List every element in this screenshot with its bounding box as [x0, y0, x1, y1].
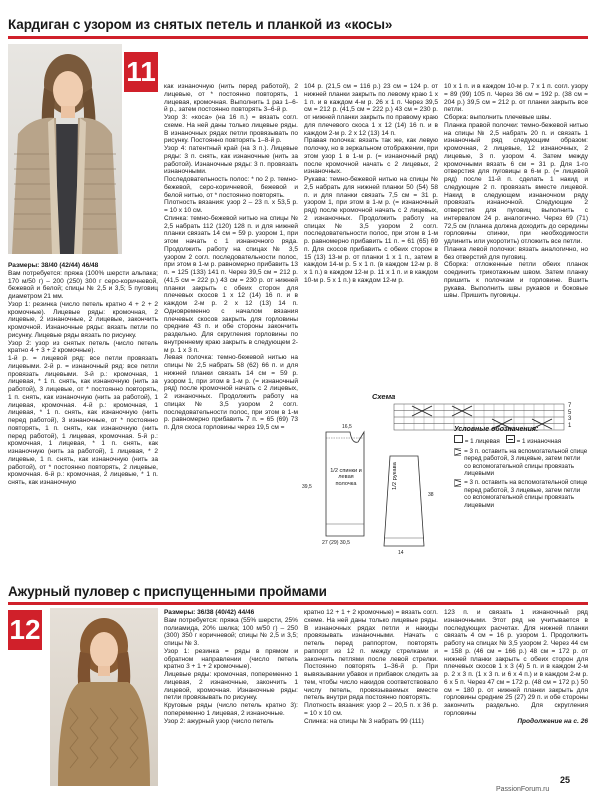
paragraph: Планка левой полочки: вязать аналогично, но без отверстий для пуговиц.: [444, 245, 588, 261]
paragraph: Узор 2: ажурный узор (число петель: [164, 717, 274, 725]
paragraph: Узор 2: узор из снятых петель (число петель кратно 4 + 3 + 2 кромочные).: [8, 339, 158, 355]
pattern-width-label: 27 (29) 30,5: [322, 540, 350, 546]
divider-bar: [8, 36, 588, 39]
legend-text: = 1 изнаночная: [516, 438, 562, 446]
back-piece-label: 1/2 спинки и левая полочка: [330, 468, 362, 487]
project-number-12: 12: [8, 610, 42, 650]
paragraph: Плотность вязания: узор 2 – 20,5 п. x 36 р. = 10 x 10 см.: [304, 702, 438, 717]
project-number-11: 11: [124, 52, 158, 92]
legend-row-cable-left: [454, 479, 588, 509]
project-12-column-2: [304, 609, 438, 725]
pattern-shapes: [300, 428, 450, 578]
paragraph: Узор 1: резинка = ряды в прямом и обратном направлении (число петель кратно 3 + 1 + 2 кромочные).: [164, 647, 298, 671]
cardigan-photo-illustration: [8, 44, 122, 254]
knit-symbol-icon: [454, 435, 463, 443]
pattern-dim: 14: [398, 550, 404, 556]
legend: [454, 426, 588, 509]
cable-left-symbol-icon: [454, 479, 461, 487]
row-number: 7: [568, 403, 572, 409]
project-12-title: Ажурный пуловер с приспущенными проймами: [8, 584, 327, 599]
legend-text: = 3 п. оставить на вспомогательной спице перед работой, 3 лицевые, затем петли со вспомогательной спицы провязать лицевыми: [464, 479, 588, 509]
pattern-dim: 39,5: [302, 484, 312, 490]
project-11-title: Кардиган с узором из снятых петель и планкой из «косы»: [8, 17, 393, 32]
pullover-photo-illustration: [50, 608, 158, 786]
paragraph: 10 х 1 п. и в каждом 10-м р. 7 х 1 п. согл. узору = 89 (99) 105 п. Через 36 см = 192 р. (38 см = 204 р.) 39,5 см = 212 р. от планки закрыть все петли.: [444, 83, 588, 114]
paragraph: Вам потребуется: пряжа (100% шерсти альпака; 170 м/50 г) – 200 (250) 300 г серо-коричневой, бежевой и белой; спицы № 2,5 и 3,5; 5 пуговиц диаметром 21 мм.: [8, 269, 158, 300]
paragraph: Вам потребуется: пряжа (55% шерсти, 25% полиамида, 20% шелка; 100 м/50 г) – 250 (300) 350 г коричневой; спицы № 2,5 и 3,5; спицы № 3.: [164, 616, 298, 647]
legend-title: Условные обозначения:: [454, 426, 539, 433]
legend-purl: [506, 435, 561, 445]
project-11-column-2: [164, 83, 298, 432]
model-photo: [8, 44, 122, 254]
paragraph: Левая полочка: темно-бежевой нитью на спицы № 2,5 набрать 58 (62) 66 п. и для нижней планки связать 14 см = 59 р. узором 1, при этом в 1-м р. (= изнаночный ряд) после кромочной начать с 2 лицевых, 2 изнаночных. Продолжить работу на спицах № 3,5 узором 2 согл. последовательности полос, при этом в 1-м р. равномерно прибавить 7 п. = 65 (69) 73 п. Для скоса горловины через 19,5 см =: [164, 354, 298, 431]
legend-row-stitches: [454, 435, 588, 445]
project-11-column-4: [444, 83, 588, 300]
legend-row-cable-right: [454, 448, 588, 478]
paragraph: Планка правой полочки: темно-бежевой нитью на спицы № 2,5 набрать 20 п. и связать 1 изнаночный ряд следующим образом: кромочная, 2 лицевые, 12 изнаночных, 2 лицевые, 3 п. узором 4. Затем между кромочными вязать 6 см = 31 р. Для 1-го отверстия для пуговицы в 6-м р. (= лицевой ряд) после 11-й п. сделать 1 накид и следующие 2 п. провязать вместе лицевой. Накид в следующем изнаночном ряду провязать изнаночной. Следующие 2 отверстия для пуговиц выполнить с интервалом 24 р. аналогично. Через 69 (71) 72,5 см (планка должна доходить до середины горловины спинки, при необходимости удлинить или укоротить) отложить все петли.: [444, 121, 588, 245]
paragraph: Сборка: отложенные петли обеих планок соединить трикотажным швом. Затем планку пришить к полочкам и горловине. Вшить рукава. Выполнить швы рукавов и боковые швы. Пришить пуговицы.: [444, 261, 588, 300]
paragraph: Спинка: на спицы № 3 набрать 99 (111): [304, 717, 424, 725]
cable-right-symbol-icon: [454, 448, 461, 456]
paragraph: Последовательность полос: * по 2 р. темно-бежевой, серо-коричневой, бежевой и белой нитью, от * постоянно повторять.: [164, 176, 298, 199]
legend-knit: [454, 435, 500, 445]
model-photo: [50, 608, 158, 786]
paragraph: Плотность вязания: узор 2 – 23 п. x 53,5 р. = 10 x 10 см.: [164, 199, 298, 214]
divider-bar: [8, 602, 588, 605]
paragraph: 104 р. (21,5 см = 116 р.) 23 см = 124 р. от нижней планки закрыть по левому краю 1 х 1 п. и в каждом 4-м р. 26 х 1 п. Через 39,5 см = 212 р. (41,5 см = 222 р.) 43 см = 230 р. от нижней планки закрыть по правому краю для плечевого скоса 1 х 12 (14) 16 п. и в каждом 2-м р. 2 х 12 (13) 14 п.: [304, 83, 438, 137]
paragraph: 1-й р. = лицевой ряд: все петли провязать лицевыми. 2-й р. = изнаночный ряд: все петли провязать лицевыми. 3-й р.: кромочная, 1 лицевая, * 1 п. снять, как изнаночную (нить за работой), 3 лицевые, от * постоянно повторять, 1 п. снять, как изнаночную (нить за работой), 1 лицевая, кромочная. 4-й р.: кромочная, 1 лицевая, * 1 п. снять, как изнаночную (нить перед работой), 3 изнаночные, от * постоянно повторять, 1 п. снять, как изнаночную (нить перед работой), 1 лицевая, кромочная. 5-й р.: кромочная, 1 лицевая, * 1 п. снять, как изнаночную (нить за работой), 1 лицевая, * 2 лицевые, 1 п. снять, как изнаночную (нить за работой), от * постоянно повторять, 2 лицевые, кромочная. 6-й р.: кромочная, 2 лицевые, * 1 п. снять, как изнаночную: [8, 355, 158, 486]
paragraph: Размеры: 36/38 (40/42) 44/46: [164, 609, 255, 616]
scheme-title: Схема: [372, 392, 396, 401]
paragraph: Размеры: 38/40 (42/44) 46/48: [8, 262, 99, 269]
row-number: 1: [568, 422, 572, 429]
page-number: 25: [560, 775, 571, 785]
continued-note: Продолжение на с. 26: [517, 717, 588, 725]
paragraph: Лицевые ряды: кромочная, попеременно 1 лицевая, 2 изнаночные, закончить 1 лицевой, кромочная. Изнаночные ряды: петли провязывать по рисунку.: [164, 671, 298, 702]
legend-text: = 1 лицевая: [464, 438, 500, 446]
row-number: 5: [568, 409, 572, 416]
project-12-column-3: [444, 609, 588, 725]
site-watermark: PassionForum.ru: [496, 786, 550, 793]
pattern-dim: 16,5: [342, 424, 352, 430]
paragraph: Рукава: темно-бежевой нитью на спицы № 2,5 набрать для нижней планки 50 (54) 58 п. и для планки связать 7,5 см = 31 р. узором 1, при этом в 1-м р. (= изнаночный ряд) после кромочной начать с 2 лицевых, 2 изнаночных. Продолжить работу на спицах № 3,5 узором 2 согл. последовательности полос, при этом в 1-м р. равномерно прибавить 11 п. = 61 (65) 69 п. Для скосов прибавить с обеих сторон в 15 (13) 13-м р. от планки 1 х 1 п., затем в каждом 14-м р. 5 х 1 п. (в каждом 12-м р. 8 х 1 п.) в каждом 12-м р. 11 х 1 п. и в каждом 10-м р. 5 х 1 п.) в каждом 12-м р.: [304, 176, 438, 284]
project-11-column-3: [304, 83, 438, 285]
paragraph: Спинка: темно-бежевой нитью на спицы № 2,5 набрать 112 (120) 128 п. и для нижней планки связать 14 см = 59 р. узором 1, при этом начать с 1 изнаночного ряда. Продолжить работу на спицах № 3,5 узором 2 согл. последовательности полос, при этом в 1-м р. равномерно прибавить 13 п. = 125 (133) 141 п. Через 39,5 см = 212 р. (41,5 см = 222 р.) 43 см = 230 р. от нижней планки закрыть с обеих сторон для плечевых скосов 1 х 12 (14) 16 п. и в каждом 2-м р. 2 х 12 (13) 14 п. Одновременно с началом вязания плечевых скосов закрыть для горловины средние 43 п. и обе стороны закончить раздельно. Для скругления горловины по внутреннему краю закрыть в следующем 2-м р. 1 х 3 п.: [164, 214, 298, 354]
row-number: 3: [568, 416, 572, 422]
paragraph: Правая полочка: вязать так же, как левую полочку, но в зеркальном отображении, при этом узор 1 в 1-м р. (= изнаночный ряд) после кромочной начать с 2 лицевых, 2 изнаночных.: [304, 137, 438, 176]
paragraph: как изнаночную (нить перед работой), 2 лицевые, от * постоянно повторять, 1 лицевая, кромочная. Выполнить 1 раз 1–6-й р., затем постоянно повторять 3–6-й р.: [164, 83, 298, 114]
garment-pattern-diagram: [300, 424, 450, 578]
paragraph: Круговые ряды (число петель кратно 3): попеременно 1 лицевая, 2 изнаночные.: [164, 702, 298, 717]
purl-symbol-icon: [506, 435, 515, 443]
paragraph: Узор 4: патентный край (на 3 п.). Лицевые ряды: 3 п. снять, как изнаночные (нить за работой). Изнаночные ряды: 3 п. провязать изнаночными.: [164, 145, 298, 176]
project-11-column-1: [8, 262, 158, 487]
legend-text: = 3 п. оставить на вспомогательной спице перед работой, 3 лицевые, затем петли со вспомогательной спицы провязать лицевыми: [464, 447, 588, 478]
paragraph: Узор 1: резинка (число петель кратно 4 + 2 + 2 кромочные). Лицевые ряды: кромочная, 2 лицевые, 2 изнаночные, 2 лицевые, закончить кромочной. Изнаночные ряды: вязать петли по рисунку. Лицевые ряды вязать по рисунку.: [8, 300, 158, 339]
paragraph: Узор 3: «коса» (на 16 п.) = вязать согл. схеме. На ней даны только лицевые ряды. В изнаночных рядах петли провязывать по рисунку. Постоянно повторять 1–8-й р.: [164, 114, 298, 145]
pattern-dim: 38: [428, 492, 434, 498]
paragraph: 123 п. и связать 1 изнаночный ряд изнаночными. Этот ряд не учитывается в последующих расчетах. Для нижней планки связать 4 см = 16 р. узором 1. Продолжить работу на спицах № 3,5 узором 2. Через 44 см = 158 р. (46 см = 166 р.) 48 см = 172 р. от нижней планки закрыть с обеих сторон для плечевых скосов 1 х 3 (4) 5 п. и в каждом 2-м р. 2 х 3 п. (1 х 3 п. и 6 х 4 п.) и в каждом 2-м р. 6 х 5 п. Через 47 см = 172 р. (48 см = 172 р.) 50 см = 180 р. от нижней планки закрыть для горловины средние 25 (27) 29 п. и обе стороны закончить раздельно. Для скругления горловины: [444, 609, 588, 717]
paragraph: кратно 12 + 1 + 2 кромочные) = вязать согл. схеме. На ней даны только лицевые ряды. В изнаночных рядах петли и накиды провязывать изнаночными. Начать с петель перед раппортом, повторять раппорт из 12 п. между стрелками и закончить петлями после левой стрелки. Постоянно повторять 1–36-й р. При вывязывании убавок и прибавок следить за тем, чтобы число накидов соответствовало числу петель, провязываемых вместе петель внутри ряда постоянно повторять.: [304, 609, 438, 702]
sleeve-piece-label: 1/2 рукава: [392, 462, 398, 490]
paragraph: Сборка: выполнить плечевые швы.: [444, 114, 552, 121]
project-12-column-1: [164, 609, 298, 725]
